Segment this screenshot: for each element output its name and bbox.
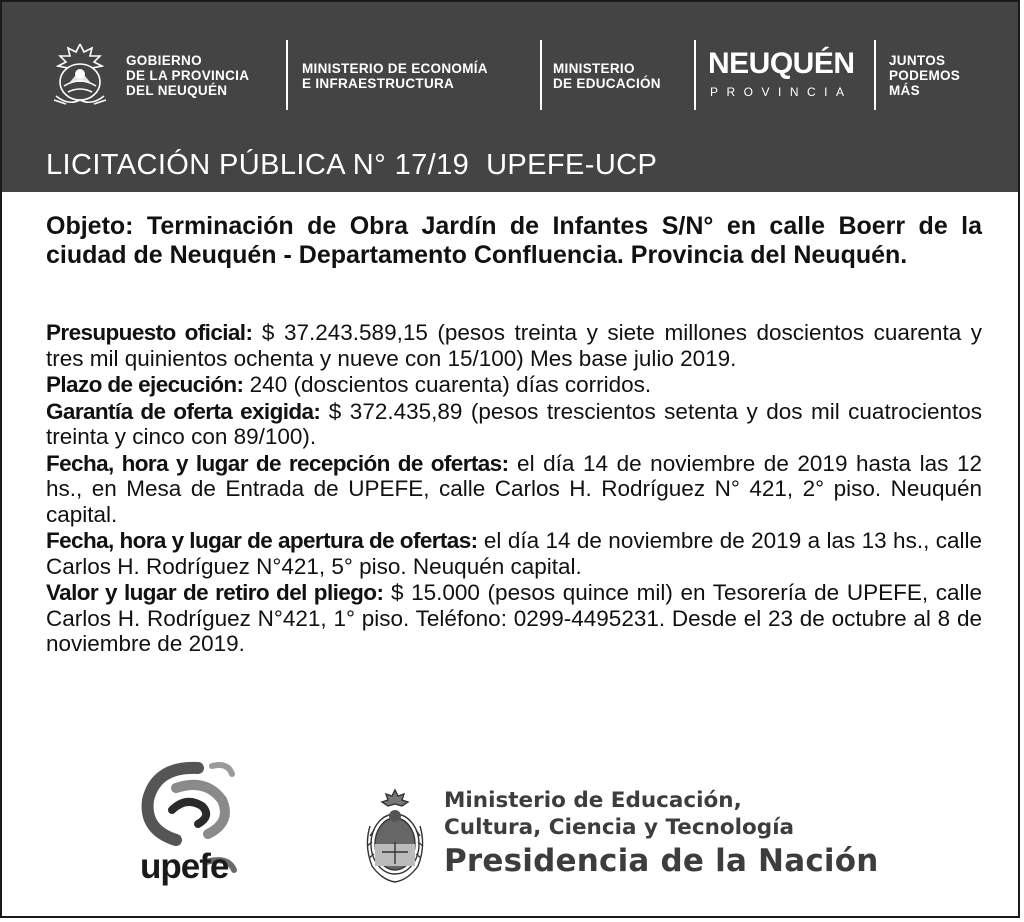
details-section — [46, 320, 982, 658]
header-divider — [540, 40, 542, 110]
detail-label: Valor y lugar de retiro del pliego: — [46, 580, 384, 605]
ministerio-line-2: Cultura, Ciencia y Tecnología — [444, 815, 795, 840]
header-banner — [2, 2, 1020, 192]
detail-text: $ 37.243.589,15 (pesos treinta y siete millones doscientos cuarenta y tres mil quinientos ochenta y nueve con 15/100) Mes base julio 2019. — [46, 320, 983, 371]
detail-text: 240 (doscientos cuarenta) días corridos. — [243, 372, 652, 397]
detail-text: $ 15.000 (pesos quince mil) en Tesorería de UPEFE, calle Carlos H. Rodríguez N°421, 1° piso. Teléfono: 0299-4495231. Desde el 23 de octubre al 8 de noviembre de 2019. — [46, 580, 982, 656]
header-divider — [874, 40, 876, 110]
detail-presupuesto — [46, 320, 982, 371]
detail-garantia — [46, 399, 982, 450]
objeto-heading: Objeto: Terminación de Obra Jardín de Infantes S/N° en calle Boerr de la ciudad de Neuquén - Departamento Confluencia. Provincia del Neuquén. — [46, 212, 982, 269]
slogan-label: JUNTOS PODEMOS MÁS — [889, 53, 961, 98]
detail-apertura — [46, 528, 982, 579]
header-divider — [694, 40, 696, 110]
header-divider — [286, 40, 288, 110]
detail-text: el día 14 de noviembre de 2019 a las 13 hs., calle Carlos H. Rodríguez N°421, 5° piso. Neuquén capital. — [46, 528, 982, 579]
neuquen-wordmark: NEUQUÉN — [708, 47, 855, 80]
detail-pliego — [46, 580, 982, 657]
detail-label: Fecha, hora y lugar de apertura de ofertas: — [46, 528, 478, 553]
upefe-wordmark: upefe — [140, 847, 229, 886]
ministerio-educacion-label: MINISTERIO DE EDUCACIÓN — [553, 61, 661, 91]
detail-label: Presupuesto oficial: — [46, 320, 253, 345]
detail-plazo — [46, 372, 982, 398]
presidencia-label: Presidencia de la Nación — [444, 843, 879, 879]
detail-text: $ 372.435,89 (pesos trescientos setenta y dos mil cuatrocientos treinta y cinco con 89/100). — [46, 398, 982, 449]
header-logos-row — [2, 38, 1020, 116]
gobierno-label: GOBIERNO DE LA PROVINCIA DEL NEUQUÉN — [126, 53, 250, 98]
neuquen-seal-icon — [48, 42, 112, 108]
detail-text: el día 14 de noviembre de 2019 hasta las 12 hs., en Mesa de Entrada de UPEFE, calle Carlos H. Rodríguez N° 421, 2° piso. Neuquén capital. — [46, 450, 982, 527]
argentina-coat-of-arms-icon — [362, 786, 428, 884]
detail-label: Fecha, hora y lugar de recepción de ofertas: — [46, 450, 509, 476]
provincia-wordmark: PROVINCIA — [710, 85, 853, 99]
ministerio-economia-label: MINISTERIO DE ECONOMÍA E INFRAESTRUCTURA — [302, 61, 488, 91]
detail-label: Garantía de oferta exigida: — [46, 398, 321, 424]
detail-label: Plazo de ejecución: — [46, 372, 244, 397]
licitacion-title: LICITACIÓN PÚBLICA N° 17/19 UPEFE-UCP — [46, 149, 658, 181]
detail-recepcion — [46, 451, 982, 528]
ministerio-line-1: Ministerio de Educación, — [444, 788, 742, 813]
